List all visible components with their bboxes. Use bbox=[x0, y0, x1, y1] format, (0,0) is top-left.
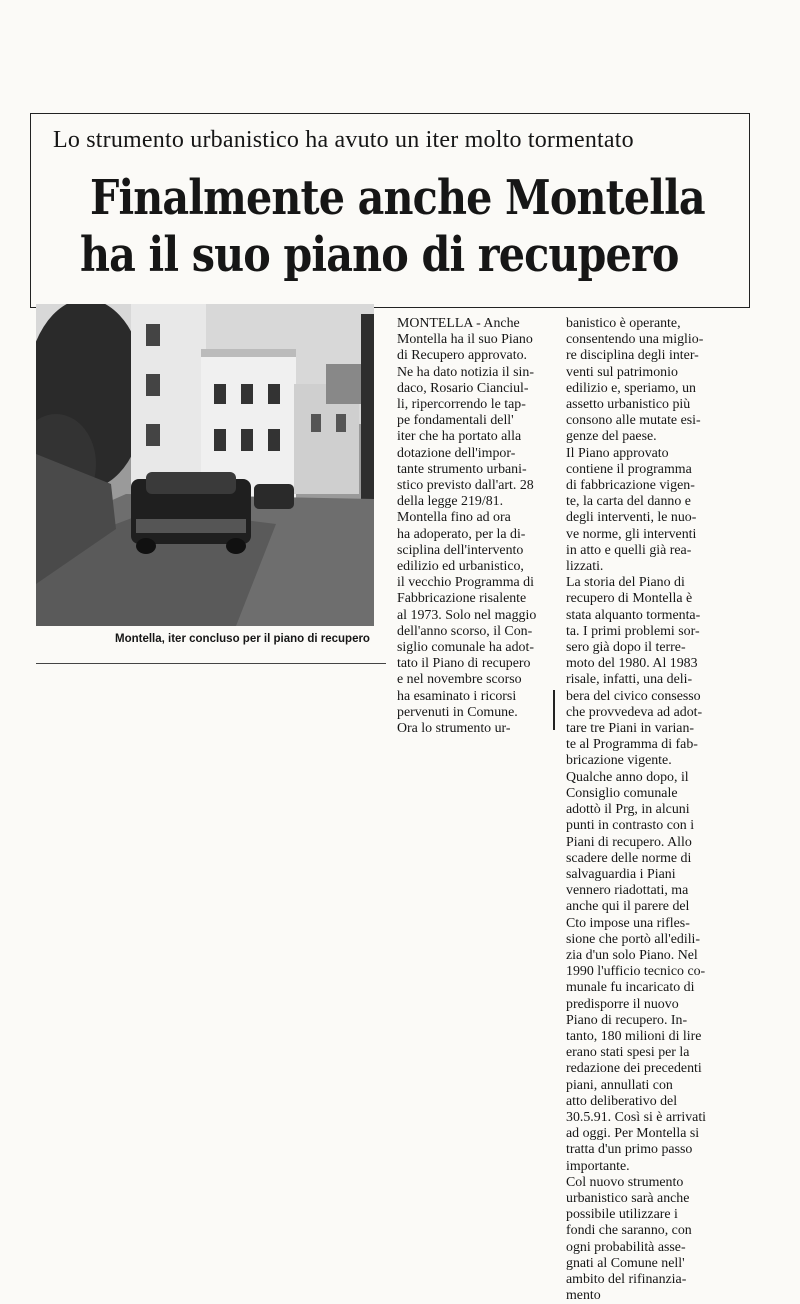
article-line: Consiglio comunale bbox=[566, 785, 678, 801]
article-line: che provvedeva ad adot- bbox=[566, 704, 703, 720]
article-line: scadere delle norme di bbox=[566, 850, 692, 866]
article-line: redazione dei precedenti bbox=[566, 1061, 702, 1077]
article-line: daco, Rosario Cianciul- bbox=[397, 380, 529, 396]
article-line: ogni probabilità asse- bbox=[566, 1239, 686, 1255]
article-line: risale, infatti, una deli- bbox=[566, 672, 693, 688]
article-line: tare tre Piani in varian- bbox=[566, 721, 695, 737]
article-line: banistico è operante, bbox=[566, 316, 681, 331]
article-line: predisporre il nuovo bbox=[566, 996, 679, 1012]
article-line: Montella ha il suo Piano bbox=[397, 332, 533, 348]
article-line: ve norme, gli interventi bbox=[566, 526, 697, 542]
article-line: ad oggi. Per Montella si bbox=[566, 1126, 700, 1142]
article-line: edilizio ed urbanistico, bbox=[397, 559, 524, 575]
article-line: consono alle mutate esi- bbox=[566, 413, 701, 429]
article-line: ta. I primi problemi sor- bbox=[566, 623, 700, 639]
photo-caption: Montella, iter concluso per il piano di recupero bbox=[115, 633, 370, 645]
article-line: dotazione dell'impor- bbox=[397, 445, 516, 461]
article-line: ha esaminato i ricorsi bbox=[397, 688, 517, 704]
article-line: vennero riadottati, ma bbox=[566, 883, 689, 899]
article-line: di fabbricazione vigen- bbox=[566, 478, 695, 494]
article-line: Ora lo strumento ur- bbox=[397, 721, 511, 737]
article-line: Montella fino ad ora bbox=[397, 510, 511, 526]
article-line: 30.5.91. Così si è arrivati bbox=[566, 1109, 707, 1125]
article-line: genze del paese. bbox=[566, 429, 657, 445]
article-line: Il Piano approvato bbox=[566, 445, 669, 461]
article-line: tante strumento urbani- bbox=[397, 461, 527, 477]
article-line: recupero di Montella è bbox=[566, 591, 693, 607]
headline-title-line2: ha il suo piano di recupero bbox=[80, 227, 679, 283]
article-line: ha adoperato, per la di- bbox=[397, 526, 526, 542]
article-line: Cto impose una rifles- bbox=[566, 915, 690, 931]
article-line: moto del 1980. Al 1983 bbox=[566, 656, 698, 672]
article-line: bera del civico consesso bbox=[566, 688, 701, 704]
article-line: in atto e quelli già rea- bbox=[566, 542, 692, 558]
article-line: mento bbox=[566, 1288, 601, 1304]
article-line: sero già dopo il terre- bbox=[566, 640, 686, 656]
article-line: tratta d'un primo passo bbox=[566, 1142, 693, 1158]
article-line: al 1973. Solo nel maggio bbox=[397, 607, 537, 623]
article-line: sione che portò all'edili- bbox=[566, 931, 701, 947]
article-line: Qualche anno dopo, il bbox=[566, 769, 689, 785]
article-line: assetto urbanistico più bbox=[566, 397, 691, 413]
divider-rule bbox=[36, 663, 386, 664]
article-line: re disciplina degli inter- bbox=[566, 348, 699, 364]
article-line: atto deliberativo del bbox=[566, 1093, 678, 1109]
article-line: 1990 l'ufficio tecnico co- bbox=[566, 964, 706, 980]
article-line: stico previsto dall'art. 28 bbox=[397, 478, 534, 494]
article-line: punti in contrasto con i bbox=[566, 818, 695, 834]
article-line: stata alquanto tormenta- bbox=[566, 607, 701, 623]
article-column-2 bbox=[566, 316, 776, 1304]
article-line: MONTELLA - Anche bbox=[397, 316, 520, 331]
article-line: fondi che saranno, con bbox=[566, 1223, 692, 1239]
article-line: consentendo una miglio- bbox=[566, 332, 704, 348]
article-line: piani, annullati con bbox=[566, 1077, 673, 1093]
article-line: Piani di recupero. Allo bbox=[566, 834, 692, 850]
article-line: La storia del Piano di bbox=[566, 575, 685, 591]
article-line: te, la carta del danno e bbox=[566, 494, 691, 510]
kicker: Lo strumento urbanistico ha avuto un iter molto tormentato bbox=[53, 127, 634, 153]
article-line: Piano di recupero. In- bbox=[566, 1012, 688, 1028]
article-line: edilizio e, speriamo, un bbox=[566, 380, 696, 396]
article-line: Ne ha dato notizia il sin- bbox=[397, 364, 534, 380]
article-line: venti sul patrimonio bbox=[566, 364, 678, 380]
headline-title-line1: Finalmente anche Montella bbox=[90, 170, 705, 226]
article-line: Col nuovo strumento bbox=[566, 1174, 684, 1190]
article-line: anche qui il parere del bbox=[566, 899, 690, 915]
article-line: munale fu incaricato di bbox=[566, 980, 695, 996]
article-line: della legge 219/81. bbox=[397, 494, 504, 510]
article-line: ambito del rifinanzia- bbox=[566, 1271, 687, 1287]
article-line: lizzati. bbox=[566, 559, 604, 575]
article-line: urbanistico sarà anche bbox=[566, 1190, 690, 1206]
article-line: tanto, 180 milioni di lire bbox=[566, 1028, 702, 1044]
article-line: bricazione vigente. bbox=[566, 753, 672, 769]
article-line: adottò il Prg, in alcuni bbox=[566, 802, 690, 818]
article-line: importante. bbox=[566, 1158, 630, 1174]
street-photo bbox=[36, 304, 374, 626]
article-line: sciplina dell'intervento bbox=[397, 542, 524, 558]
article-line: salvaguardia i Piani bbox=[566, 866, 676, 882]
article-line: te al Programma di fab- bbox=[566, 737, 698, 753]
article-line: contiene il programma bbox=[566, 461, 692, 477]
article-line: siglio comunale ha adot- bbox=[397, 640, 534, 656]
article-line: possibile utilizzare i bbox=[566, 1207, 678, 1223]
column-mark bbox=[553, 690, 555, 730]
article-line: pe fondamentali dell' bbox=[397, 413, 514, 429]
article-line: pervenuti in Comune. bbox=[397, 704, 518, 720]
article-line: degli interventi, le nuo- bbox=[566, 510, 697, 526]
article-column-1 bbox=[397, 316, 557, 737]
article-line: tato il Piano di recupero bbox=[397, 656, 531, 672]
article-line: dell'anno scorso, il Con- bbox=[397, 623, 533, 639]
article-line: e nel novembre scorso bbox=[397, 672, 522, 688]
article-line: iter che ha portato alla bbox=[397, 429, 522, 445]
article-line: gnati al Comune nell' bbox=[566, 1255, 685, 1271]
article-line: erano stati spesi per la bbox=[566, 1045, 690, 1061]
article-line: il vecchio Programma di bbox=[397, 575, 534, 591]
article-line: di Recupero approvato. bbox=[397, 348, 527, 364]
article-line: li, ripercorrendo le tap- bbox=[397, 397, 526, 413]
article-line: zia d'un solo Piano. Nel bbox=[566, 947, 698, 963]
article-line: Fabbricazione risalente bbox=[397, 591, 527, 607]
